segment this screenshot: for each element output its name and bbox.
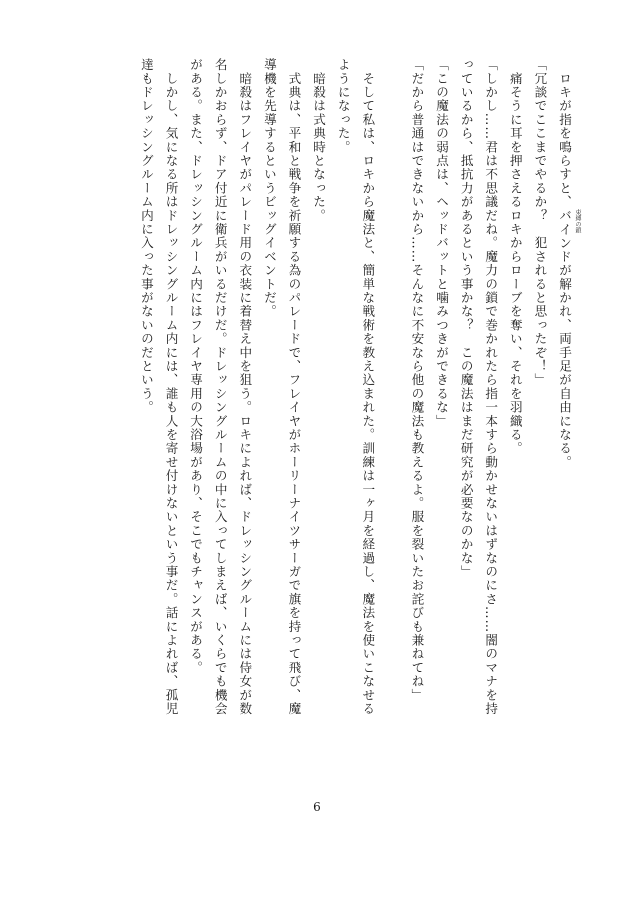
text-line-15: 名しかおらず、ドア付近に衛兵がいるだけだ。ドレッシングルームの中に入ってしまえば、いくらでも機会 bbox=[212, 58, 228, 716]
line-1-after: が解かれ、両手足が自由になる。 bbox=[557, 263, 572, 470]
text-line-6: 「この魔法の弱点は、ヘッドバットと噛みつきができるな」 bbox=[434, 58, 450, 428]
text-line-16: がある。また、ドレッシングルーム内にはフレイヤ専用の大浴場があり、そこでもチャンスがある。 bbox=[188, 58, 204, 675]
page-number: 6 bbox=[313, 800, 321, 814]
line-1-before: ロキが指を鳴らすと、 bbox=[557, 58, 572, 209]
text-line-4: 「しかし……君は不思議だね。魔力の鎖で巻かれたら指一本すら動かせないはずなのにさ……闇のマナを持 bbox=[483, 58, 499, 716]
text-line-18: 達もドレッシングルーム内に入った事がないのだという。 bbox=[138, 58, 154, 415]
text-line-2: 「冗談でここまでやるか？ 犯されると思ったぞ！」 bbox=[532, 58, 548, 387]
text-line-5: っているから、抵抗力があるという事かな？ この魔法はまだ研究が必要なのかな」 bbox=[458, 58, 474, 579]
text-line-blank bbox=[379, 58, 404, 776]
text-line-9: そして私は、ロキから魔法と、簡単な戦術を教え込まれた。訓練は一ヶ月を経過し、魔法を使いこなせる bbox=[360, 58, 376, 716]
text-line-12: 式典は、平和と戦争を祈願する為のパレードで、フレイヤがホーリーナイツサーガで旗を持って飛び、魔 bbox=[286, 58, 302, 716]
text-line-17: しかし、気になる所はドレッシングルーム内には、誰も人を寄せ付けないという事だ。話によれば、孤児 bbox=[163, 58, 179, 716]
text-line-10: ようになった。 bbox=[335, 58, 351, 154]
text-line-13: 導機を先導するというビッグイベントだ。 bbox=[261, 58, 277, 319]
ruby-word-bind bbox=[557, 208, 581, 264]
ruby-base: バインド bbox=[557, 208, 572, 264]
text-line-1 bbox=[551, 58, 581, 776]
text-line-7: 「だから普通はできないから……そんなに不安なら他の魔法も教えるよ。服を裂いたお詫びも兼ねてね」 bbox=[409, 58, 425, 702]
ruby-annotation: 束縛の鎖 bbox=[574, 208, 581, 233]
vertical-text-body bbox=[133, 58, 581, 776]
text-line-14: 暗殺はフレイヤがパレード用の衣装に着替え中を狙う。ロキによれば、ドレッシングルームには侍女が数 bbox=[237, 58, 253, 716]
text-line-11: 暗殺は式典時となった。 bbox=[311, 58, 327, 223]
text-line-3: 痛そうに耳を押さえるロキからローブを奪い、それを羽織る。 bbox=[507, 58, 523, 456]
